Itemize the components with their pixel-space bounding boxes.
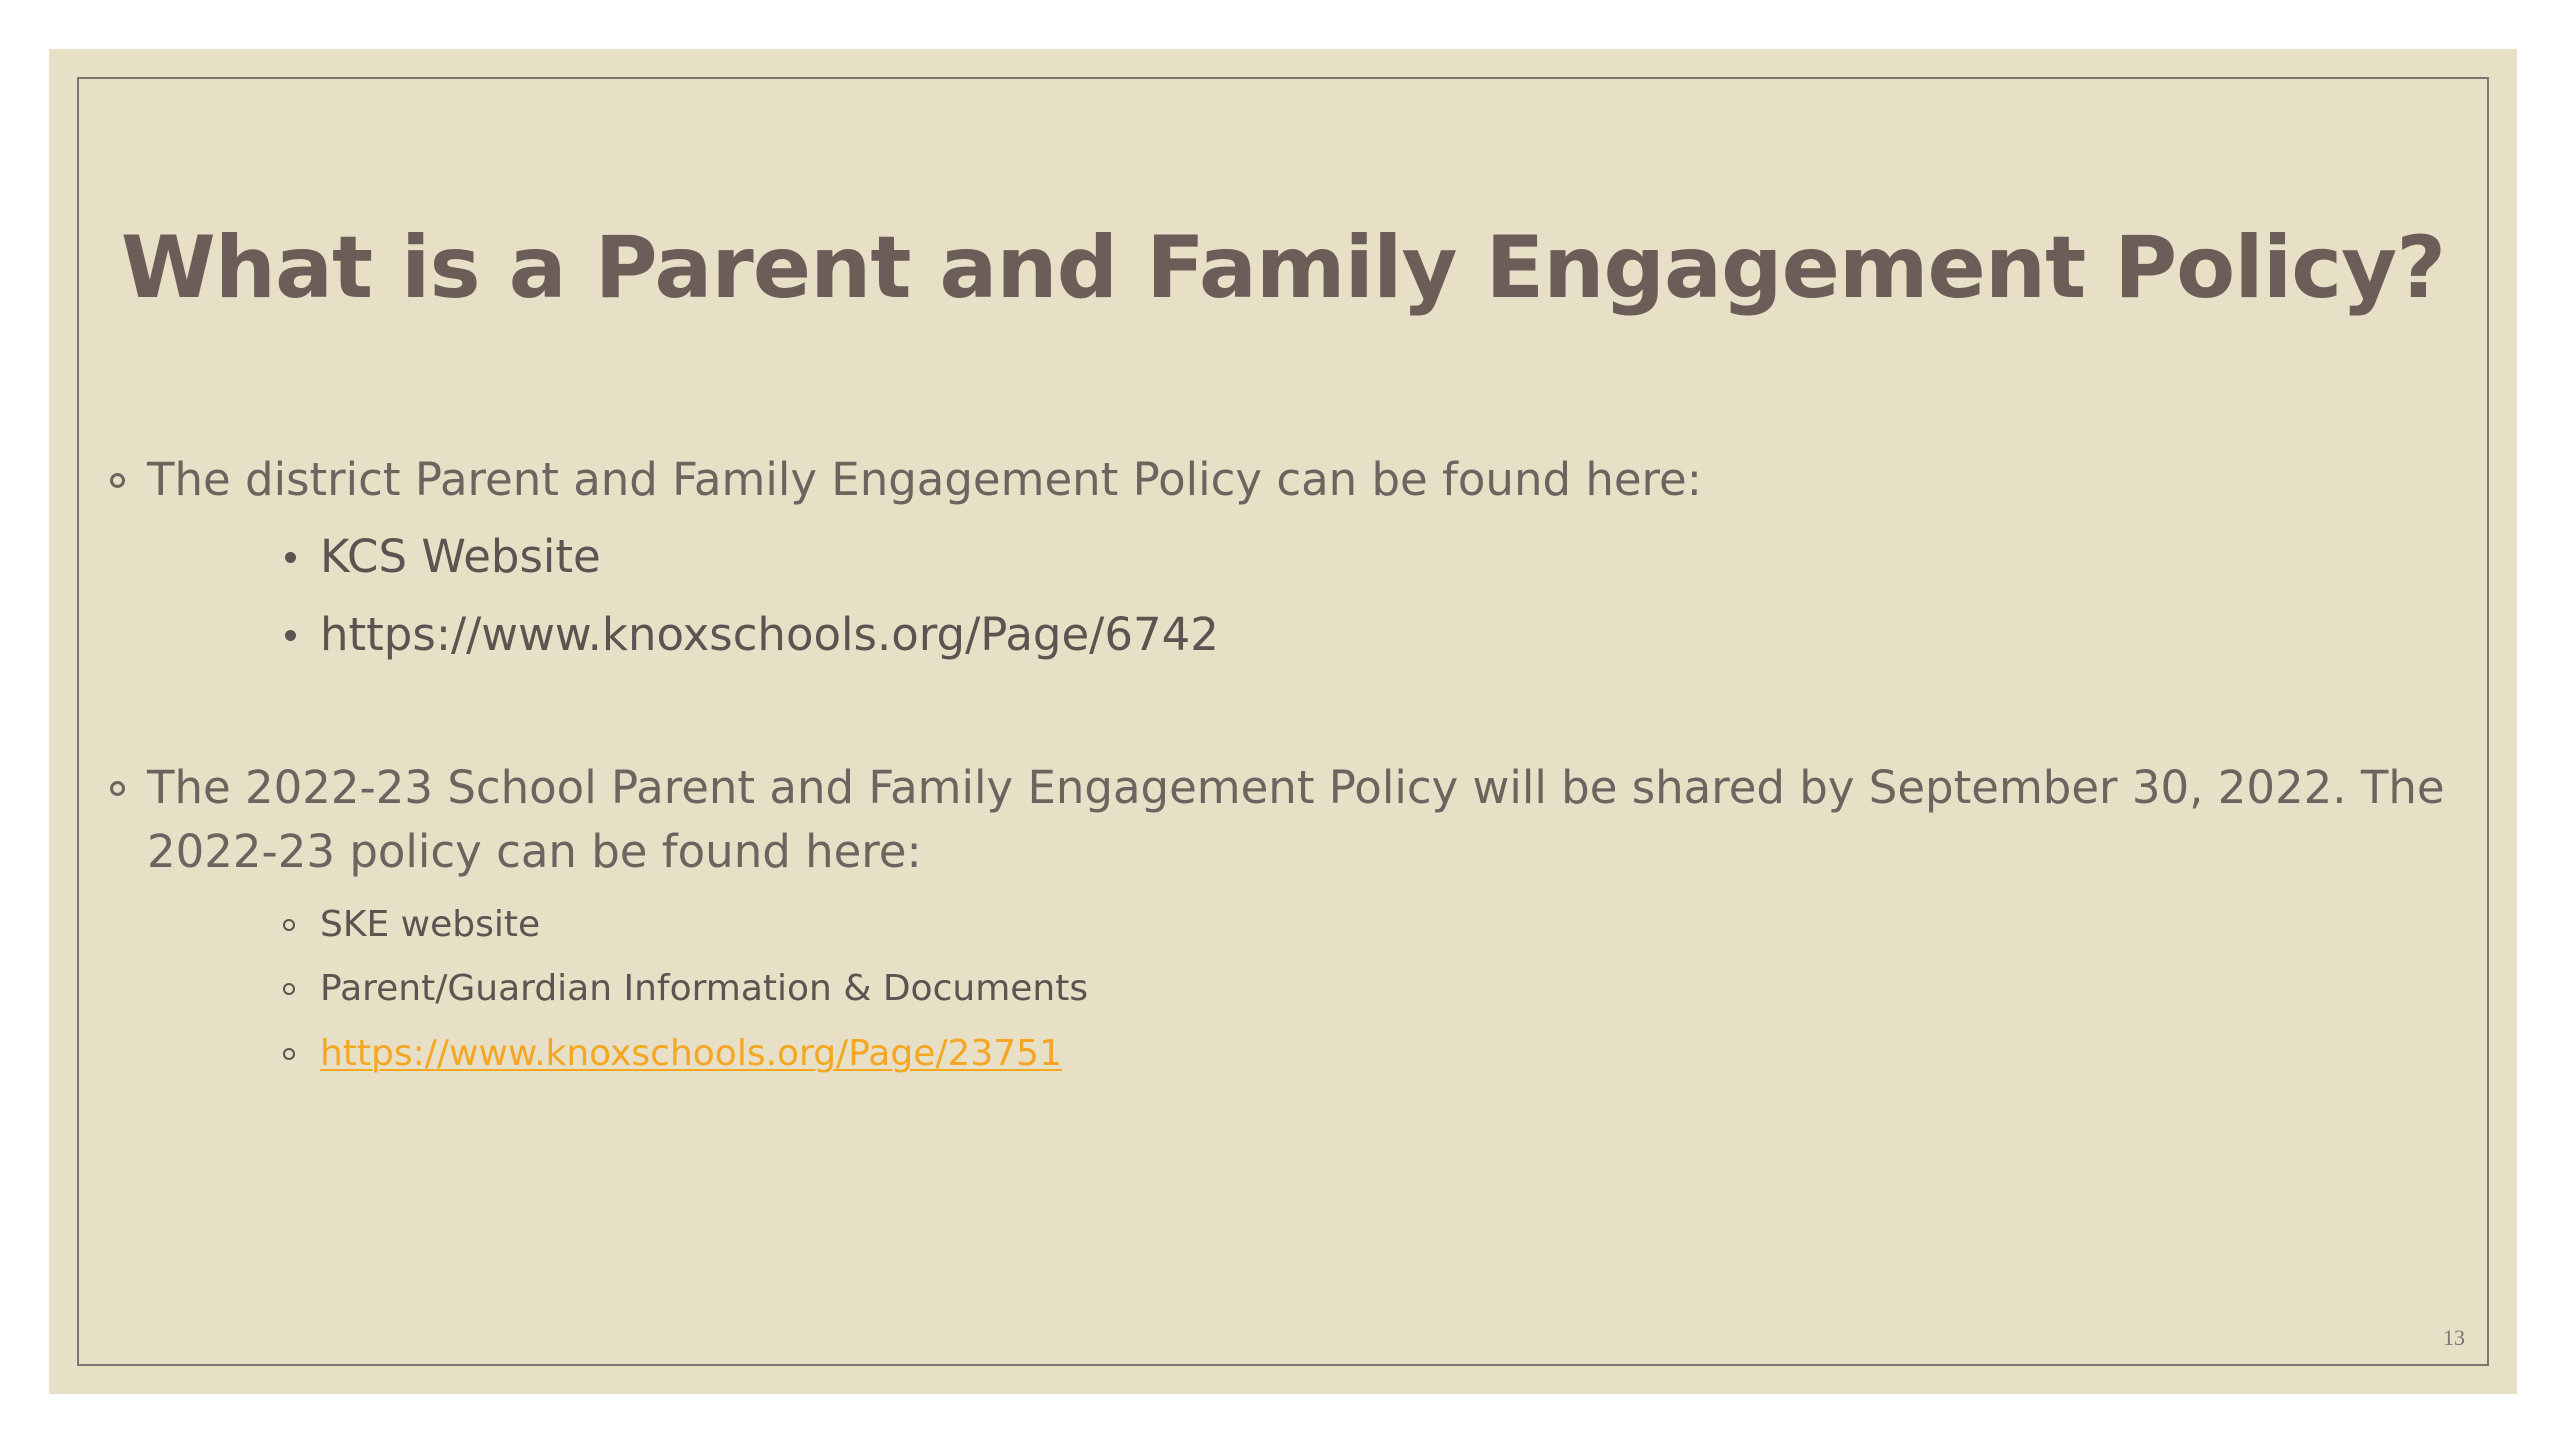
bullet-district-policy: The district Parent and Family Engagement Policy can be found here: (147, 453, 1702, 506)
bullet-ring-icon (110, 781, 125, 796)
bullet-dot-icon (285, 630, 296, 641)
school-policy-link[interactable]: https://www.knoxschools.org/Page/23751 (320, 1033, 1062, 1074)
subitem-ske-website: SKE website (320, 904, 541, 945)
slide-number: 13 (2443, 1325, 2465, 1350)
bullet-ring-icon (283, 919, 295, 931)
bullet-ring-icon (283, 983, 295, 995)
subitem-kcs-website: KCS Website (320, 530, 601, 583)
subitem-district-url: https://www.knoxschools.org/Page/6742 (320, 608, 1219, 661)
bullet-school-policy-line2: 2022-23 policy can be found here: (147, 825, 922, 878)
bullet-school-policy-line1: The 2022-23 School Parent and Family Engagement Policy will be shared by September 30, 2022. The (147, 761, 2445, 814)
bullet-dot-icon (285, 552, 296, 563)
subitem-school-url-row (320, 1028, 1062, 1080)
bullet-ring-icon (110, 473, 125, 488)
slide-title: What is a Parent and Family Engagement Policy? (120, 218, 2446, 318)
subitem-parent-guardian-docs: Parent/Guardian Information & Documents (320, 968, 1089, 1009)
bullet-ring-icon (283, 1048, 295, 1060)
